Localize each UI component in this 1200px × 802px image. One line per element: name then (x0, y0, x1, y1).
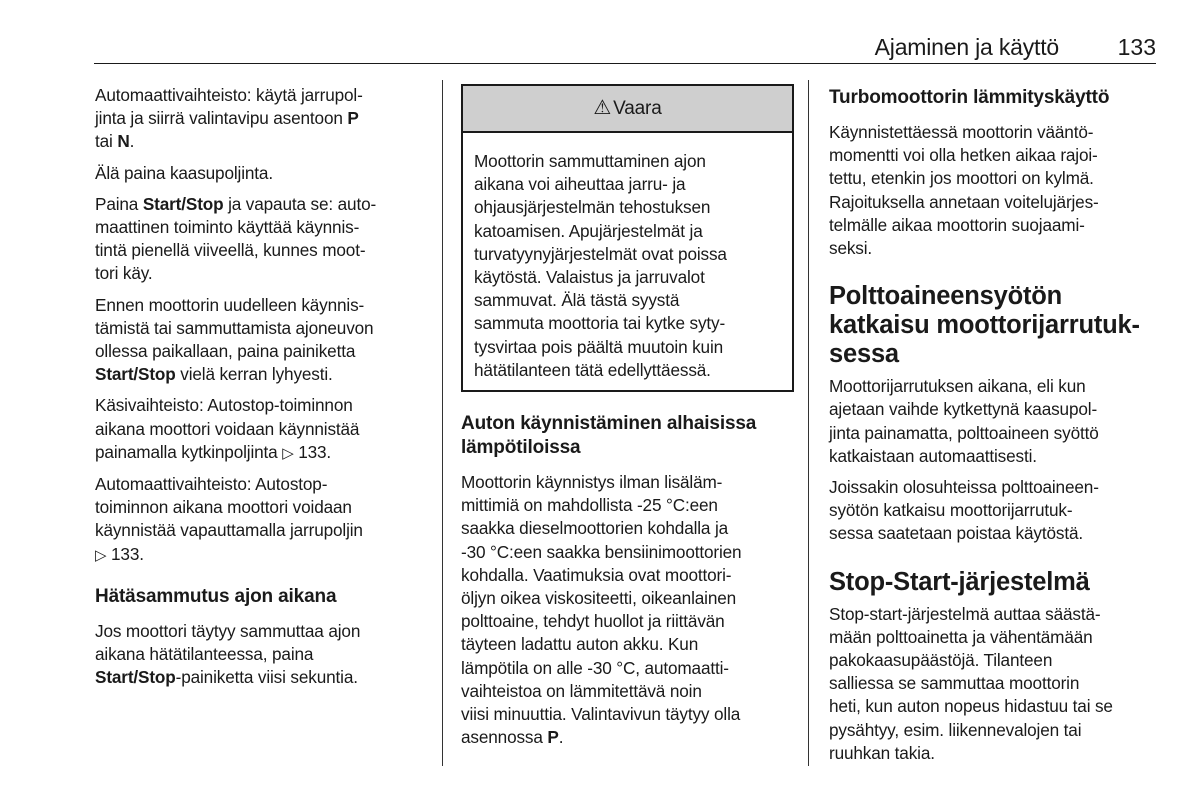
cross-reference-arrow-icon: ▷ (282, 444, 294, 462)
text-line: salliessa se sammuttaa moottorin (829, 673, 1080, 694)
text-line: viisi minuuttia. Valintavivun täytyy olla (461, 704, 741, 725)
heading-line: Polttoaineensyötön (829, 282, 1062, 311)
text-line: käytöstä. Valaistus ja jarruvalot (474, 267, 705, 288)
text-line: Moottorijarrutuksen aikana, eli kun (829, 376, 1086, 397)
text-line: Jos moottori täytyy sammuttaa ajon (95, 620, 361, 641)
text-line: lämpötila on alle -30 °C, automaatti- (461, 657, 729, 678)
text-line: tintä pienellä viiveellä, kunnes moot- (95, 240, 366, 261)
text-line: mittimiä on mahdollista -25 °C:een (461, 495, 718, 516)
column-divider-right (808, 80, 809, 766)
heading-line: sessa (829, 340, 899, 369)
heading-line: Auton käynnistäminen alhaisissa (461, 413, 757, 435)
text-line: heti, kun auton nopeus hidastuu tai se (829, 696, 1113, 717)
warning-triangle-icon: ⚠ (593, 96, 612, 119)
text-line: polttoaine, tehdyt huollot ja riittävän (461, 611, 725, 632)
text-line: maattinen toiminto käyttää käynnis- (95, 217, 360, 238)
text-line: katkaistaan automaattisesti. (829, 445, 1037, 466)
heading-line: lämpötiloissa (461, 437, 581, 459)
text-line: telmälle aikaa moottorin suojaami- (829, 214, 1085, 235)
paragraph-fuel-cut-off-1 (829, 375, 1159, 468)
text-line: Moottorin sammuttaminen ajon (474, 151, 706, 171)
text-line: ohjausjärjestelmän tehostuksen (474, 197, 711, 218)
text-line: Paina Start/Stop ja vapauta se: auto- (95, 193, 377, 214)
cross-reference-arrow-icon: ▷ (95, 546, 107, 564)
text-line: Ennen moottorin uudelleen käynnis- (95, 294, 365, 315)
text-line: sammuvat. Älä tästä syystä (474, 290, 680, 311)
text-line: katoamisen. Apujärjestelmät ja (474, 220, 703, 241)
text-line (95, 543, 430, 567)
column-1 (95, 84, 430, 697)
paragraph-fuel-cut-off-2 (829, 476, 1159, 546)
header-rule (94, 63, 1156, 64)
text-line: Joissakin olosuhteissa polttoaineen- (829, 477, 1099, 498)
gear-label-n: N (117, 131, 130, 152)
text-line: saakka dieselmoottorien kohdalla ja (461, 518, 729, 539)
text-line: Moottorin käynnistys ilman lisäläm- (461, 472, 723, 493)
text-line: sammuta moottoria tai kytke syty- (474, 313, 726, 334)
text-line: tai N. (95, 131, 135, 152)
paragraph-emergency-shutdown (95, 620, 430, 690)
text-line: kohdalla. Vaatimuksia ovat moottori- (461, 564, 732, 585)
text-line: käynnistää vapauttamalla jarrupoljin (95, 520, 363, 541)
button-name-start-stop: Start/Stop (142, 193, 224, 214)
paragraph-stop-start-system (829, 603, 1159, 765)
heading-line: katkaisu moottorijarrutuk- (829, 311, 1140, 340)
text-line: pakokaasupäästöjä. Tilanteen (829, 650, 1053, 671)
text-line: hätätilanteen tätä edellyttäessä. (474, 359, 711, 380)
text-line: -30 °C:een saakka bensiinimoottorien (461, 541, 742, 562)
paragraph-automatic-gearbox (95, 473, 430, 567)
text-line: syötön katkaisu moottorijarrutuk- (829, 500, 1073, 521)
text-line: mään polttoainetta ja vähentämään (829, 626, 1093, 647)
text-line: toiminnon aikana moottori voidaan (95, 497, 352, 518)
paragraph-no-accelerator (95, 162, 430, 185)
text-line: ruuhkan takia. (829, 742, 935, 763)
text-line: öljyn oikea viskositeetti, oikeanlainen (461, 588, 737, 609)
text-line: ajetaan vaihde kytkettynä kaasupol- (829, 399, 1098, 420)
text-line: turvatyynyjärjestelmät ovat poissa (474, 243, 727, 264)
text-line: aikana moottori voidaan käynnistää (95, 418, 360, 439)
text-line: vaihteistoa on lämmitettävä noin (461, 680, 702, 701)
text-line: Start/Stop vielä kerran lyhyesti. (95, 364, 333, 385)
paragraph-cold-start (461, 471, 796, 749)
text-line: Automaattivaihteisto: Autostop- (95, 474, 328, 495)
cross-reference-page: 133. (106, 543, 144, 564)
text-line: jinta painamatta, polttoaineen syöttö (829, 422, 1099, 443)
warning-box (461, 84, 794, 392)
text-line: Käynnistettäessä moottorin vääntö- (829, 122, 1094, 142)
paragraph-automatic-restart (95, 84, 430, 154)
column-2 (461, 84, 796, 757)
text-line: aikana voi aiheuttaa jarru- ja (474, 174, 686, 195)
paragraph-before-restart (95, 294, 430, 387)
text-line: sessa saatetaan poistaa käytöstä. (829, 523, 1083, 544)
gear-label-p: P (347, 108, 359, 129)
text-line: tettu, etenkin jos moottori on kylmä. (829, 168, 1094, 189)
column-divider-left (442, 80, 443, 766)
running-header-title: Ajaminen ja käyttö (874, 34, 1059, 60)
warning-body (463, 133, 792, 390)
text-line: tori käy. (95, 263, 153, 284)
text-line: painamalla kytkinpoljinta ▷ 133. (95, 441, 332, 462)
button-name-start-stop: Start/Stop (95, 364, 176, 385)
paragraph-press-start-stop (95, 193, 430, 286)
text-line: asennossa P. (461, 727, 564, 748)
text-line: jinta ja siirrä valintavipu asentoon P (95, 108, 359, 129)
text-line: aikana hätätilanteessa, paina (95, 644, 314, 665)
heading-cold-start (461, 412, 796, 460)
text-line: Automaattivaihteisto: käytä jarrupol- (95, 85, 363, 105)
text-line: Rajoituksella annetaan voitelujärjes- (829, 191, 1099, 212)
heading-stop-start-system: Stop-Start-järjestelmä (829, 567, 1090, 596)
gear-label-p: P (547, 727, 559, 748)
text-line: Start/Stop-painiketta viisi sekuntia. (95, 667, 358, 688)
text-line: ollessa paikallaan, paina painiketta (95, 341, 356, 362)
heading-turbo-warmup: Turbomoottorin lämmityskäyttö (829, 87, 1110, 108)
page-number: 133 (1117, 34, 1156, 60)
button-name-start-stop: Start/Stop (95, 667, 176, 688)
text-line: tämistä tai sammuttamista ajoneuvon (95, 317, 374, 338)
text-line: tysvirtaa pois päältä muutoin kuin (474, 336, 724, 357)
text-line: seksi. (829, 238, 873, 259)
heading-emergency-shutdown: Hätäsammutus ajon aikana (95, 585, 337, 607)
warning-header (463, 86, 792, 133)
paragraph-manual-gearbox (95, 394, 430, 465)
text-line: momentti voi olla hetken aikaa rajoi- (829, 145, 1098, 166)
cross-reference-page: 133. (293, 441, 332, 462)
text-line: Stop-start-järjestelmä auttaa säästä- (829, 603, 1101, 624)
text-line: pysähtyy, esim. liikennevalojen tai (829, 719, 1082, 740)
warning-title: Vaara (613, 97, 662, 119)
heading-fuel-cut-off (829, 282, 1159, 369)
paragraph-turbo-warmup (829, 121, 1159, 260)
text-line: täyteen ladattu auton akku. Kun (461, 634, 699, 655)
text-line: Käsivaihteisto: Autostop-toiminnon (95, 395, 353, 416)
column-3 (829, 86, 1159, 773)
text-line: Älä paina kaasupoljinta. (95, 162, 273, 183)
